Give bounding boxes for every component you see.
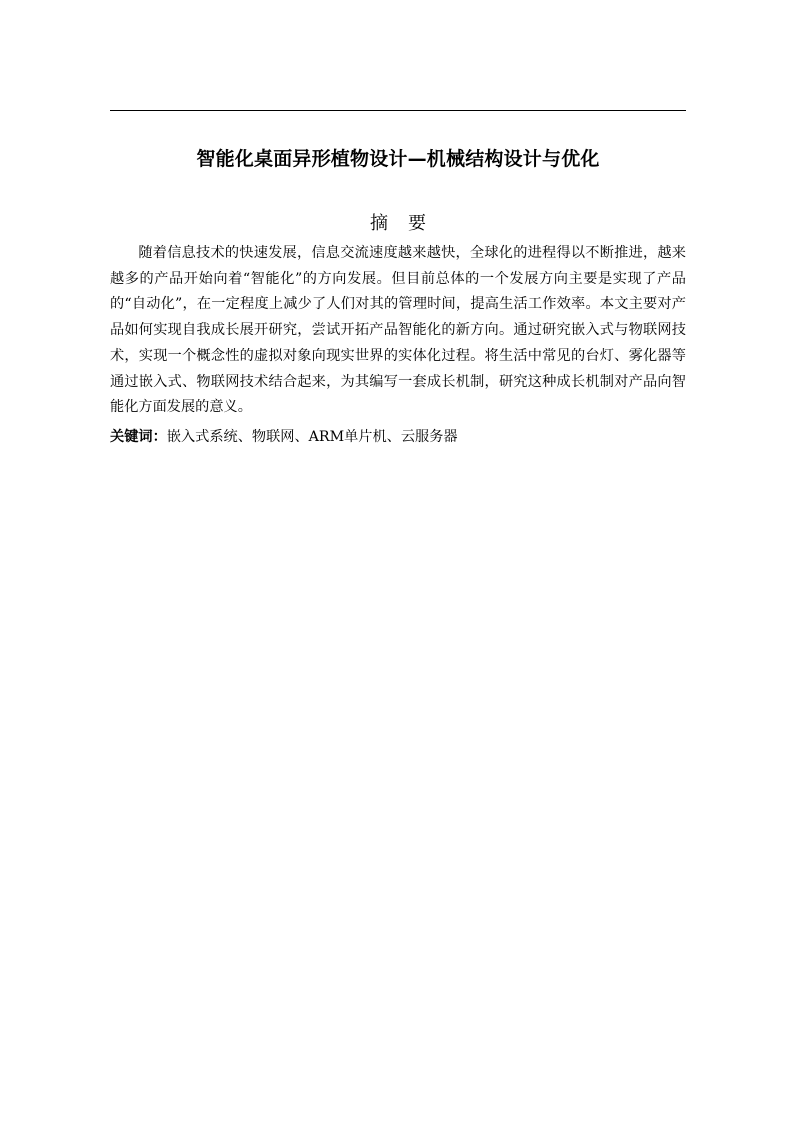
abstract-heading-left: 摘 (370, 213, 388, 234)
keywords-line (110, 425, 686, 449)
abstract-heading-right: 要 (408, 213, 426, 234)
abstract-body: 随着信息技术的快速发展，信息交流速度越来越快，全球化的进程得以不断推进，越来越多的产品开始向着“智能化”的方向发展。但目前总体的一个发展方向主要是实现了产品的“自动化”，在一定程度上减少了人们对其的管理时间，提高生活工作效率。本文主要对产品如何实现自我成长展开研究，尝试开拓产品智能化的新方向。通过研究嵌入式与物联网技术，实现一个概念性的虚拟对象向现实世界的实体化过程。将生活中常见的台灯、雾化器等通过嵌入式、物联网技术结合起来，为其编写一套成长机制，研究这种成长机制对产品向智能化方面发展的意义。 (110, 245, 686, 416)
keywords-value: 嵌入式系统、物联网、ARM单片机、云服务器 (166, 429, 458, 445)
header-rule (110, 110, 686, 111)
abstract-heading (110, 210, 686, 238)
document-title: 智能化桌面异形植物设计—机械结构设计与优化 (196, 148, 600, 170)
keywords-label: 关键词： (110, 429, 167, 445)
